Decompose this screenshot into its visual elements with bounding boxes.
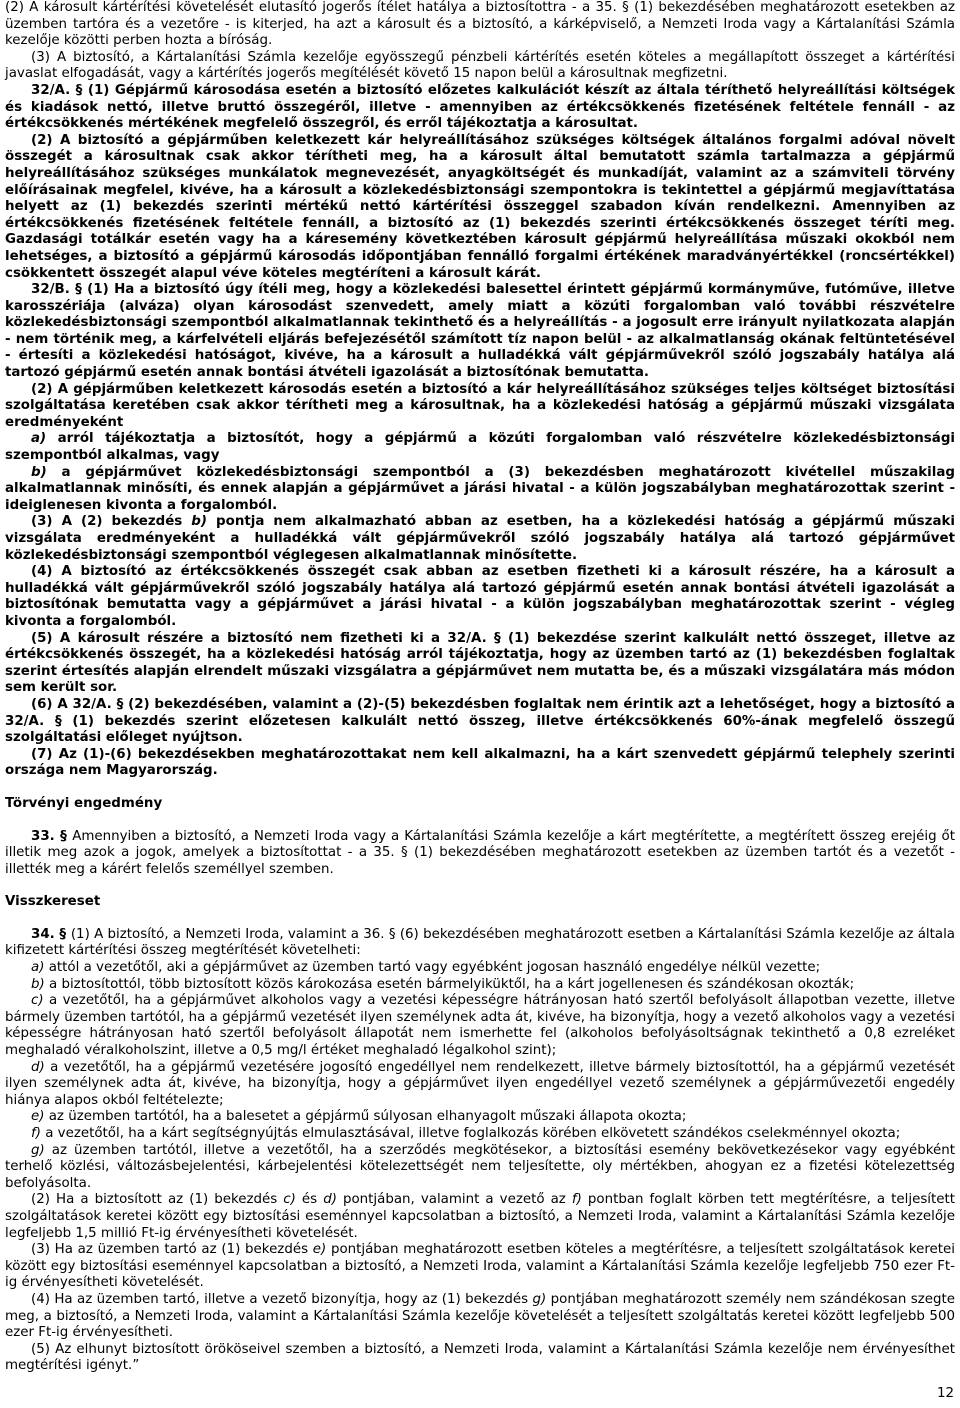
text-run: e) <box>31 1109 45 1125</box>
text-run: attól a vezetőtől, aki a gépjárművet az üzemben tartó vagy egyébként jogosan használó engedélye nélkül vezette; <box>44 960 821 976</box>
paragraph <box>5 747 955 780</box>
text-run: g) <box>31 1142 45 1158</box>
text-run: f) <box>571 1192 582 1208</box>
text-run: 34. § <box>31 926 71 942</box>
text-run: (7) Az (1)-(6) bekezdésekben meghatározottakat nem kell alkalmazni, ha a kárt szenvedett gépjármű telephely szerinti országa nem Magyarország. <box>5 746 955 779</box>
section-heading <box>5 796 955 813</box>
text-run: pontja nem alkalmazható abban az esetben, ha a közlekedési hatóság a gépjármű műszaki vizsgálata eredményeként a hulladékká vált gépjárművekről szóló jogszabály hatálya alá tartozó gépjárművet közlekedésbiztonsági szempontból véglegesen alkalmatlannak minősítette. <box>5 514 955 563</box>
paragraph <box>5 514 955 564</box>
paragraph <box>5 133 955 282</box>
text-run: (5) A károsult részére a biztosító nem fizetheti ki a 32/A. § (1) bekezdése szerint kalkulált nettó összeget, illetve az értékcsökkenés összegét, ha a közlekedési hatóság arról tájékoztatja, hogy az üzemben tartó az (1) bekezdésben foglaltak szerint értesítés alapján elrendelt műszaki vizsgálatra a gépjárművet nem mutatta be, és a műszaki vizsgálatára más módon sem került sor. <box>5 630 955 696</box>
text-run: c) <box>31 993 44 1009</box>
document-page <box>5 0 955 1375</box>
paragraph <box>5 1242 955 1292</box>
paragraph <box>5 564 955 630</box>
paragraph <box>5 1143 955 1193</box>
text-run: az üzemben tartótól, illetve a vezetőtől, ha a szerződés megkötésekor, a biztosítási esemény bekövetkezésekor vagy egyébként terhelő közlési, változásbejelentési, kárbejelentési kötelezettségét nem teljesítette, oly mértékben, ahogyan ez a fizetési kötelezettség befolyásolta. <box>5 1142 955 1191</box>
paragraph <box>5 1192 955 1242</box>
page-number: 12 <box>936 1386 954 1401</box>
text-run: Visszkereset <box>5 894 101 910</box>
paragraph <box>5 631 955 697</box>
text-run: a vezetőtől, ha a kárt segítségnyújtás elmulasztásával, illetve foglalkozás körében elkövetett szándékos cselekménnyel okozta; <box>40 1126 901 1141</box>
text-run: (2) A károsult kártérítési követelését elutasító jogerős ítélet hatálya a biztosítottra - a 35. § (1) bekezdésében meghatározott esetekben az üzemben tartóra és a vezetőre - is kiterjed, ha azt a károsult és a biztosító, a kárképviselő, a Nemzeti Iroda vagy a Kártalanítási Számla kezelője közötti perben hozta a bíróság. <box>5 0 955 49</box>
section-heading <box>5 894 955 911</box>
text-run: 33. § <box>31 828 73 844</box>
text-run: Amennyiben a biztosító, a Nemzeti Iroda vagy a Kártalanítási Számla kezelője a kárt megtérítette, a megtérített összeg erejéig őt illetik meg azok a jogok, amelyek a biztosítottat - a 35. § (1) bekezdésében meghatározott esetekben az üzemben tartót és a vezetőt - illették meg a kárért felelős személlyel szemben. <box>5 828 955 877</box>
text-run: (2) A gépjárműben keletkezett károsodás esetén a biztosító a kár helyreállításához szükséges teljes költséget biztosítási szolgáltatása keretében csak akkor térítheti meg a károsultnak, ha a közlekedési hatóság a gépjármű műszaki vizsgálata eredményeként <box>5 381 955 430</box>
text-run: pontjában, valamint a vezető az <box>336 1192 572 1208</box>
paragraph <box>5 1109 955 1126</box>
text-run: c) <box>283 1192 296 1208</box>
text-run: e) <box>312 1242 327 1258</box>
text-run: (4) A biztosító az értékcsökkenés összegét csak abban az esetben fizetheti ki a károsult részére, ha a károsult a hulladékká vált gépjárművekről szóló jogszabály hatálya alá tartozó gépjármű esetén annak bontási átvételi igazolását a biztosítónak bemutatta vagy a gépjárművet a járási hivatal - a külön jogszabályban meghatározottak szerint - végleg kivonta a forgalomból. <box>5 564 955 629</box>
paragraph <box>5 1060 955 1110</box>
text-run: d) <box>323 1192 337 1208</box>
paragraph <box>5 960 955 977</box>
text-run: a) <box>31 431 47 447</box>
text-run: (2) Ha a biztosított az (1) bekezdés <box>31 1192 284 1208</box>
text-run: (3) A (2) bekezdés <box>31 514 192 530</box>
text-run: (3) A biztosító, a Kártalanítási Számla kezelője egyösszegű pénzbeli kártérítés esetén köteles a megállapított összeget a kártérítési javaslat elfogadását, vagy a kártérítés jogerős megítélését követő 15 napon belül a károsultnak megfizetni. <box>5 49 955 82</box>
paragraph <box>5 465 955 515</box>
text-run: az üzemben tartótól, ha a balesetet a gépjármű súlyosan elhanyagolt műszaki állapota okozta; <box>44 1109 687 1125</box>
text-run: pontjában meghatározott esetben köteles a megtérítésre, a teljesített szolgáltatások keretei között egy biztosítási eseménnyel kapcsolatban a biztosító, a Nemzeti Iroda, valamint a Kártalanítási Számla kezelője legfeljebb 750 ezer Ft-ig érvényesítheti követelését. <box>5 1242 956 1291</box>
paragraph <box>5 1342 955 1375</box>
text-run: (4) Ha az üzemben tartó, illetve a vezető bizonyítja, hogy az (1) bekezdés <box>31 1291 533 1307</box>
text-run: arról tájékoztatja a biztosítót, hogy a gépjármű a közúti forgalomban való részvételre közlekedésbiztonsági szempontból alkalmas, vagy <box>5 431 955 464</box>
text-run: 32/B. § (1) Ha a biztosító úgy ítéli meg, hogy a közlekedési balesettel érintett gépjármű kormányműve, futóműve, illetve karosszériája (alváza) olyan károsodást szenvedett, amely miatt a közúti forgalomban való további részvételre közlekedésbiztonsági szempontból alkalmatlannak tekinthető és a helyreállítás - a jogosult erre irányult nyilatkozata alapján - nem történik meg, a kárfelvételi eljárás befejezésétől számított tíz napon belül - az alkalmatlanság okának feltüntetésével - értesíti a közlekedési hatóságot, kivéve, ha a károsult a hulladékká vált gépjárművekről szóló jogszabály hatálya alá tartozó gépjármű esetén annak bontási átvételi igazolását a biztosítónak bemutatta. <box>5 282 955 381</box>
text-run: a vezetőtől, ha a gépjármű vezetésére jogosító engedéllyel nem rendelkezett, illetve bármely biztosítottól, ha a gépjármű vezetését ilyen személynek adta át, kivéve, ha bizonyítja, hogy a gépjárművet ilyen engedéllyel vezető személynek a gépjárművezetői engedély hiánya alapos okból feltételezte; <box>5 1059 955 1108</box>
text-run: b) <box>191 514 208 530</box>
paragraph <box>5 697 955 747</box>
text-run: Törvényi engedmény <box>5 795 163 811</box>
paragraph <box>5 382 955 432</box>
paragraph <box>5 431 955 464</box>
text-run: (2) A biztosító a gépjárműben keletkezett kár helyreállításához szükséges költségek általános forgalmi adóval növelt összegét a károsultnak csak akkor térítheti meg, ha a károsult által bemutatott számla tartalmazza a gépjármű helyreállításához szükséges munkálatok megnevezését, anyagköltségét és munkadíját, valamint az a számviteli törvény előírásainak megfelel, kivéve, ha a károsult a közlekedésbiztonsági szempontokra is tekintettel a gépjármű megjavíttatása helyett az (1) bekezdés szerinti mértékű nettó kártérítési összeggel szabadon kíván rendelkezni. Amennyiben az értékcsökkenés fizetésének feltétele fennáll, a biztosító az (1) bekezdés szerinti értékcsökkenés összeget téríti meg. Gazdasági totálkár esetén vagy ha a káresemény következtében károsult gépjármű helyreállítása műszaki okokból nem lehetséges, a biztosító a gépjármű károsodás időpontjában fennálló forgalmi értékének maradványértékkel (roncsértékkel) csökkentett összegét alapul véve köteles megtéríteni a károsult kárát. <box>5 132 955 281</box>
text-run: és <box>295 1192 324 1208</box>
text-run: a vezetőtől, ha a gépjárművet alkoholos vagy a vezetési képességre hátrányosan ható szertől befolyásolt állapotban vezette, illetve bármely üzemben tartótól, ha a gépjármű vezetését ilyen személynek adta át, kivéve, ha bizonyítja, hogy a vezető alkoholos vagy a vezetési képességre hátrányosan ható szertől befolyásolt állapotát nem ismerhette fel (alkoholos befolyásoltságnak tekinthető a 0,8 ezreléket meghaladó véralkoholszint, illetve a 0,5 mg/l értéket meghaladó légalkohol szint); <box>5 993 955 1059</box>
text-run: (6) A 32/A. § (2) bekezdésében, valamint a (2)-(5) bekezdésben foglaltak nem érintik azt a lehetőséget, hogy a biztosító a 32/A. § (1) bekezdés szerint előzetesen kalkulált nettó összeg, illetve értékcsökkenés 60%-ának megfelelő összegű szolgáltatási előleget nyújtson. <box>5 696 955 746</box>
text-run: a gépjárművet közlekedésbiztonsági szempontból a (3) bekezdésben meghatározott kivétellel műszakilag alkalmatlannak minősíti, és ennek alapján a gépjárművet a járási hivatal - a külön jogszabályban meghatározottak szerint - ideiglenesen kivonta a forgalomból. <box>5 464 955 513</box>
paragraph <box>5 1126 955 1143</box>
text-run: a biztosítottól, több biztosított közös károkozása esetén bármelyiküktől, ha a kárt jogellenesen és szándékosan okozták; <box>44 976 855 992</box>
text-run: (3) Ha az üzemben tartó az (1) bekezdés <box>31 1242 313 1258</box>
paragraph <box>5 829 955 879</box>
paragraph <box>5 927 955 960</box>
paragraph <box>5 50 955 83</box>
text-run: pontban foglalt körben tett megtérítésre, a teljesített szolgáltatások keretei között egy biztosítási eseménnyel kapcsolatban a biztosító, a Nemzeti Iroda, valamint a Kártalanítási Számla kezelője legfeljebb 1,5 millió Ft-ig érvényesítheti követelését. <box>5 1192 956 1241</box>
text-run: pontjában meghatározott személy nem szándékosan szegte meg, a biztosító, a Nemzeti Iroda, valamint a Kártalanítási Számla kezelője követelését a teljesített szolgáltatás keretei között legfeljebb 500 ezer Ft-ig érvényesítheti. <box>5 1291 955 1341</box>
text-run: 32/A. § (1) Gépjármű károsodása esetén a biztosító előzetes kalkulációt készít az általa téríthető helyreállítási költségek és kiadások nettó, illetve bruttó összegéről, illetve - amennyiben az értékcsökkenés fizetésének feltétele fennáll - az értékcsökkenés mértékének megfelelő összegről, és erről tájékoztatja a károsultat. <box>5 82 955 132</box>
paragraph <box>5 1292 955 1342</box>
text-run: b) <box>31 976 45 992</box>
text-run: g) <box>532 1291 547 1307</box>
paragraph <box>5 83 955 133</box>
text-run: b) <box>31 464 47 480</box>
paragraph <box>5 993 955 1059</box>
paragraph <box>5 282 955 382</box>
paragraph <box>5 0 955 50</box>
text-run: d) <box>31 1059 45 1075</box>
text-run: a) <box>31 960 45 976</box>
paragraph <box>5 977 955 994</box>
text-run: f) <box>31 1126 41 1141</box>
text-run: (1) A biztosító, a Nemzeti Iroda, valamint a 36. § (6) bekezdésében meghatározott esetben a Kártalanítási Számla kezelője az általa kifizetett kártérítési összeg megtérítését követelheti: <box>5 926 955 959</box>
text-run: (5) Az elhunyt biztosított örököseivel szemben a biztosító, a Nemzeti Iroda, valamint a Kártalanítási Számla kezelője nem érvényesíthet megtérítési igényt.” <box>5 1341 955 1374</box>
